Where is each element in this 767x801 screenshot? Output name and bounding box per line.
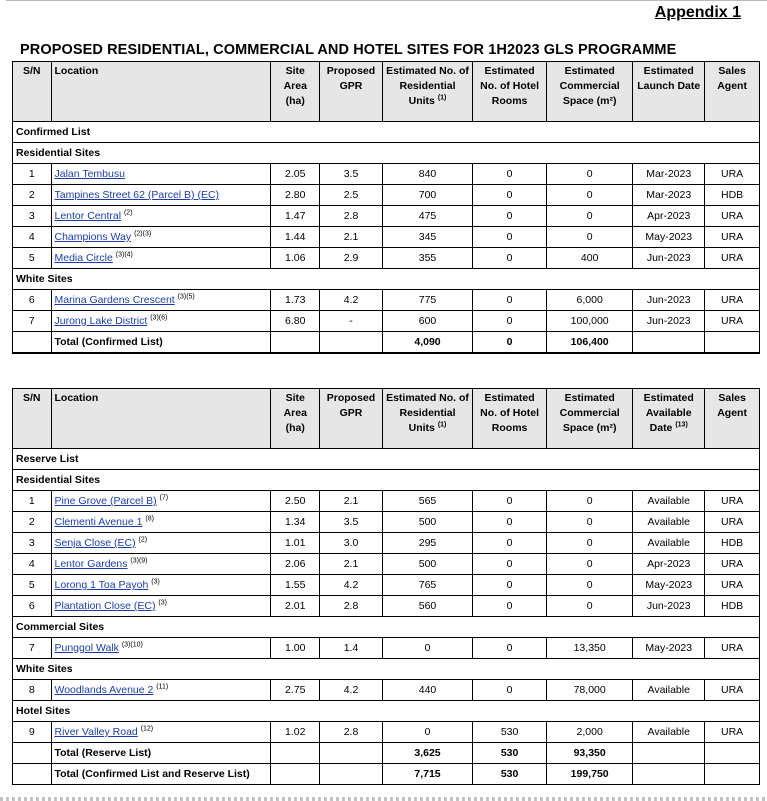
site-row xyxy=(13,638,760,659)
hotel-rooms-cell: 0 xyxy=(473,491,547,512)
site-row xyxy=(13,185,760,206)
location-cell xyxy=(51,638,271,659)
gpr-cell: 2.8 xyxy=(320,722,383,743)
hotel-rooms-cell: 0 xyxy=(473,185,547,206)
res-units-cell: 565 xyxy=(382,491,472,512)
section-row xyxy=(13,122,760,143)
location-cell xyxy=(51,491,271,512)
empty-cell xyxy=(633,764,705,785)
site-area-cell: 6.80 xyxy=(271,311,320,332)
res-units-cell: 700 xyxy=(382,185,472,206)
site-location-link[interactable]: Marina Gardens Crescent xyxy=(54,294,175,306)
site-row xyxy=(13,596,760,617)
empty-cell xyxy=(633,332,705,354)
gpr-cell: 4.2 xyxy=(320,575,383,596)
section-row xyxy=(13,617,760,638)
gpr-cell: 2.1 xyxy=(320,227,383,248)
footnote-ref: (3)(5) xyxy=(177,293,195,301)
date-cell: Mar-2023 xyxy=(633,185,705,206)
footnote-ref: (2)(3) xyxy=(134,230,152,238)
site-area-cell: 1.34 xyxy=(271,512,320,533)
section-row xyxy=(13,701,760,722)
site-location-link[interactable]: Pine Grove (Parcel B) xyxy=(54,495,157,507)
agent-cell: URA xyxy=(705,491,760,512)
date-cell: Jun-2023 xyxy=(633,248,705,269)
total-units: 4,090 xyxy=(382,332,472,354)
date-cell: Available xyxy=(633,491,705,512)
site-area-cell: 1.44 xyxy=(271,227,320,248)
site-area-cell: 1.06 xyxy=(271,248,320,269)
total-row xyxy=(13,764,760,785)
date-cell: Apr-2023 xyxy=(633,206,705,227)
gpr-cell: 4.2 xyxy=(320,290,383,311)
res-units-cell: 0 xyxy=(382,638,472,659)
site-row xyxy=(13,248,760,269)
footnote-ref: (12) xyxy=(140,725,154,733)
total-space: 199,750 xyxy=(547,764,633,785)
table-header-row xyxy=(13,389,760,449)
section-label: White Sites xyxy=(13,659,760,680)
site-location-link[interactable]: Tampines Street 62 (Parcel B) (EC) xyxy=(54,189,220,201)
site-row xyxy=(13,533,760,554)
location-cell xyxy=(51,680,271,701)
header-sales-agent: Sales Agent xyxy=(705,389,760,449)
total-rooms: 0 xyxy=(473,332,547,354)
comm-space-cell: 0 xyxy=(547,554,633,575)
header-available-note: (13) xyxy=(675,421,688,429)
site-row xyxy=(13,722,760,743)
agent-cell: HDB xyxy=(705,596,760,617)
empty-cell xyxy=(705,743,760,764)
agent-cell: URA xyxy=(705,722,760,743)
section-label: Reserve List xyxy=(13,449,760,470)
header-sn: S/N xyxy=(13,62,52,122)
comm-space-cell: 0 xyxy=(547,491,633,512)
sn-cell: 5 xyxy=(13,575,52,596)
empty-cell xyxy=(271,332,320,354)
comm-space-cell: 78,000 xyxy=(547,680,633,701)
comm-space-cell: 400 xyxy=(547,248,633,269)
hotel-rooms-cell: 0 xyxy=(473,533,547,554)
res-units-cell: 840 xyxy=(382,164,472,185)
section-label: Residential Sites xyxy=(13,143,760,164)
comm-space-cell: 0 xyxy=(547,164,633,185)
sn-cell: 4 xyxy=(13,554,52,575)
top-rule xyxy=(6,0,767,1)
header-res-units-text: Estimated No. of Residential Units xyxy=(386,65,469,107)
sn-cell: 1 xyxy=(13,164,52,185)
site-location-link[interactable]: Jalan Tembusu xyxy=(54,168,125,180)
agent-cell: URA xyxy=(705,575,760,596)
section-label: Residential Sites xyxy=(13,470,760,491)
total-space: 93,350 xyxy=(547,743,633,764)
date-cell: May-2023 xyxy=(633,638,705,659)
date-cell: May-2023 xyxy=(633,227,705,248)
location-cell xyxy=(51,164,271,185)
date-cell: Available xyxy=(633,512,705,533)
sn-cell: 7 xyxy=(13,311,52,332)
site-location-link[interactable]: Media Circle xyxy=(54,252,113,264)
header-location: Location xyxy=(51,389,271,449)
gpr-cell: 3.5 xyxy=(320,512,383,533)
site-location-link[interactable]: Clementi Avenue 1 xyxy=(54,516,143,528)
location-cell xyxy=(51,248,271,269)
gpr-cell: 4.2 xyxy=(320,680,383,701)
empty-cell xyxy=(705,764,760,785)
header-launch-date: Estimated Launch Date xyxy=(633,62,705,122)
header-hotel-rooms: Estimated No. of Hotel Rooms xyxy=(473,62,547,122)
comm-space-cell: 0 xyxy=(547,575,633,596)
site-row xyxy=(13,164,760,185)
hotel-rooms-cell: 0 xyxy=(473,290,547,311)
sn-cell: 3 xyxy=(13,533,52,554)
sn-cell: 5 xyxy=(13,248,52,269)
site-area-cell: 2.80 xyxy=(271,185,320,206)
gpr-cell: 3.5 xyxy=(320,164,383,185)
agent-cell: URA xyxy=(705,554,760,575)
section-row xyxy=(13,470,760,491)
total-row xyxy=(13,332,760,354)
total-label: Total (Reserve List) xyxy=(51,743,271,764)
footnote-ref: (3)(4) xyxy=(115,251,133,259)
empty-cell xyxy=(271,764,320,785)
gpr-cell: 2.5 xyxy=(320,185,383,206)
res-units-cell: 500 xyxy=(382,512,472,533)
comm-space-cell: 0 xyxy=(547,185,633,206)
date-cell: Available xyxy=(633,533,705,554)
site-location-link[interactable]: River Valley Road xyxy=(54,726,138,738)
hotel-rooms-cell: 0 xyxy=(473,596,547,617)
hotel-rooms-cell: 530 xyxy=(473,722,547,743)
site-location-link[interactable]: Punggol Walk xyxy=(54,642,119,654)
header-res-units-text: Estimated No. of Residential Units xyxy=(386,392,469,434)
header-available-text: Estimated Available Date xyxy=(643,392,694,434)
section-row xyxy=(13,143,760,164)
site-area-cell: 2.75 xyxy=(271,680,320,701)
res-units-cell: 775 xyxy=(382,290,472,311)
gpr-cell: 2.1 xyxy=(320,491,383,512)
site-area-cell: 2.06 xyxy=(271,554,320,575)
hotel-rooms-cell: 0 xyxy=(473,638,547,659)
hotel-rooms-cell: 0 xyxy=(473,512,547,533)
header-res-units-note: (1) xyxy=(437,421,447,429)
agent-cell: URA xyxy=(705,206,760,227)
res-units-cell: 500 xyxy=(382,554,472,575)
header-res-units xyxy=(382,62,472,122)
site-row xyxy=(13,575,760,596)
footnote-ref: (3) xyxy=(151,578,160,586)
site-area-cell: 1.73 xyxy=(271,290,320,311)
total-space: 106,400 xyxy=(547,332,633,354)
site-area-cell: 1.55 xyxy=(271,575,320,596)
section-label: Commercial Sites xyxy=(13,617,760,638)
site-row xyxy=(13,491,760,512)
hotel-rooms-cell: 0 xyxy=(473,680,547,701)
gpr-cell: - xyxy=(320,311,383,332)
gpr-cell: 1.4 xyxy=(320,638,383,659)
cut-off-footnote-text xyxy=(0,797,767,801)
sn-cell: 8 xyxy=(13,680,52,701)
date-cell: Mar-2023 xyxy=(633,164,705,185)
agent-cell: URA xyxy=(705,512,760,533)
location-cell xyxy=(51,206,271,227)
site-area-cell: 1.02 xyxy=(271,722,320,743)
footnote-ref: (7) xyxy=(159,494,169,502)
total-rooms: 530 xyxy=(473,743,547,764)
empty-cell xyxy=(13,743,52,764)
hotel-rooms-cell: 0 xyxy=(473,554,547,575)
sn-cell: 6 xyxy=(13,290,52,311)
sn-cell: 1 xyxy=(13,491,52,512)
header-res-units xyxy=(382,389,472,449)
empty-cell xyxy=(320,743,383,764)
header-site-area: Site Area (ha) xyxy=(271,62,320,122)
header-gpr: Proposed GPR xyxy=(320,62,383,122)
comm-space-cell: 100,000 xyxy=(547,311,633,332)
footnote-ref: (3)(10) xyxy=(121,641,143,649)
res-units-cell: 560 xyxy=(382,596,472,617)
footnote-ref: (3) xyxy=(158,599,167,607)
hotel-rooms-cell: 0 xyxy=(473,227,547,248)
sn-cell: 7 xyxy=(13,638,52,659)
header-res-units-note: (1) xyxy=(437,94,447,102)
empty-cell xyxy=(633,743,705,764)
comm-space-cell: 0 xyxy=(547,227,633,248)
footnote-ref: (2) xyxy=(123,209,133,217)
res-units-cell: 0 xyxy=(382,722,472,743)
total-units: 7,715 xyxy=(382,764,472,785)
res-units-cell: 345 xyxy=(382,227,472,248)
site-location-link[interactable]: Senja Close (EC) xyxy=(54,537,136,549)
section-label: White Sites xyxy=(13,269,760,290)
footnote-ref: (8) xyxy=(145,515,154,523)
empty-cell xyxy=(13,332,52,354)
site-row xyxy=(13,680,760,701)
location-cell xyxy=(51,554,271,575)
header-available-date xyxy=(633,389,705,449)
site-location-link[interactable]: Lentor Gardens xyxy=(54,558,128,570)
site-area-cell: 2.05 xyxy=(271,164,320,185)
reserve-list-table xyxy=(12,388,760,785)
gpr-cell: 2.1 xyxy=(320,554,383,575)
hotel-rooms-cell: 0 xyxy=(473,164,547,185)
total-row xyxy=(13,743,760,764)
sn-cell: 9 xyxy=(13,722,52,743)
confirmed-list-table xyxy=(12,61,760,354)
appendix-label: Appendix 1 xyxy=(654,4,741,21)
empty-cell xyxy=(705,332,760,354)
section-label: Hotel Sites xyxy=(13,701,760,722)
comm-space-cell: 6,000 xyxy=(547,290,633,311)
sn-cell: 2 xyxy=(13,512,52,533)
location-cell xyxy=(51,185,271,206)
gpr-cell: 2.8 xyxy=(320,596,383,617)
empty-cell xyxy=(13,764,52,785)
res-units-cell: 765 xyxy=(382,575,472,596)
res-units-cell: 600 xyxy=(382,311,472,332)
footnote-ref: (11) xyxy=(156,683,169,691)
comm-space-cell: 13,350 xyxy=(547,638,633,659)
date-cell: Jun-2023 xyxy=(633,596,705,617)
site-location-link[interactable]: Jurong Lake District xyxy=(54,315,148,327)
site-area-cell: 2.50 xyxy=(271,491,320,512)
footnote-ref: (2) xyxy=(138,536,148,544)
section-row xyxy=(13,449,760,470)
location-cell xyxy=(51,596,271,617)
date-cell: Available xyxy=(633,680,705,701)
res-units-cell: 295 xyxy=(382,533,472,554)
agent-cell: URA xyxy=(705,290,760,311)
location-cell xyxy=(51,722,271,743)
header-location: Location xyxy=(51,62,271,122)
gpr-cell: 2.9 xyxy=(320,248,383,269)
header-hotel-rooms: Estimated No. of Hotel Rooms xyxy=(473,389,547,449)
site-location-link[interactable]: Lentor Central xyxy=(54,210,122,222)
hotel-rooms-cell: 0 xyxy=(473,248,547,269)
header-sales-agent: Sales Agent xyxy=(705,62,760,122)
sn-cell: 6 xyxy=(13,596,52,617)
agent-cell: HDB xyxy=(705,185,760,206)
agent-cell: URA xyxy=(705,248,760,269)
footnote-ref: (3)(6) xyxy=(150,314,168,322)
res-units-cell: 355 xyxy=(382,248,472,269)
total-label: Total (Confirmed List and Reserve List) xyxy=(51,764,271,785)
location-cell xyxy=(51,311,271,332)
site-row xyxy=(13,227,760,248)
section-row xyxy=(13,659,760,680)
agent-cell: HDB xyxy=(705,533,760,554)
res-units-cell: 475 xyxy=(382,206,472,227)
hotel-rooms-cell: 0 xyxy=(473,206,547,227)
date-cell: Apr-2023 xyxy=(633,554,705,575)
site-area-cell: 2.01 xyxy=(271,596,320,617)
hotel-rooms-cell: 0 xyxy=(473,311,547,332)
date-cell: Jun-2023 xyxy=(633,290,705,311)
site-location-link[interactable]: Woodlands Avenue 2 xyxy=(54,684,154,696)
agent-cell: URA xyxy=(705,311,760,332)
comm-space-cell: 0 xyxy=(547,533,633,554)
site-row xyxy=(13,554,760,575)
empty-cell xyxy=(320,332,383,354)
total-rooms: 530 xyxy=(473,764,547,785)
site-location-link[interactable]: Lorong 1 Toa Payoh xyxy=(54,579,149,591)
document-title: PROPOSED RESIDENTIAL, COMMERCIAL AND HOTEL SITES FOR 1H2023 GLS PROGRAMME xyxy=(20,42,677,58)
site-location-link[interactable]: Champions Way xyxy=(54,231,132,243)
location-cell xyxy=(51,533,271,554)
date-cell: Available xyxy=(633,722,705,743)
total-label: Total (Confirmed List) xyxy=(51,332,271,354)
location-cell xyxy=(51,575,271,596)
site-row xyxy=(13,311,760,332)
site-area-cell: 1.00 xyxy=(271,638,320,659)
table-header-row xyxy=(13,62,760,122)
res-units-cell: 440 xyxy=(382,680,472,701)
comm-space-cell: 0 xyxy=(547,206,633,227)
location-cell xyxy=(51,290,271,311)
sn-cell: 4 xyxy=(13,227,52,248)
site-row xyxy=(13,512,760,533)
empty-cell xyxy=(271,743,320,764)
agent-cell: URA xyxy=(705,164,760,185)
comm-space-cell: 2,000 xyxy=(547,722,633,743)
agent-cell: URA xyxy=(705,638,760,659)
location-cell xyxy=(51,512,271,533)
site-location-link[interactable]: Plantation Close (EC) xyxy=(54,600,156,612)
footnote-ref: (3)(9) xyxy=(130,557,148,565)
location-cell xyxy=(51,227,271,248)
header-comm-space: Estimated Commercial Space (m²) xyxy=(547,389,633,449)
section-row xyxy=(13,269,760,290)
section-label: Confirmed List xyxy=(13,122,760,143)
comm-space-cell: 0 xyxy=(547,596,633,617)
gpr-cell: 3.0 xyxy=(320,533,383,554)
gpr-cell: 2.8 xyxy=(320,206,383,227)
empty-cell xyxy=(320,764,383,785)
header-site-area: Site Area (ha) xyxy=(271,389,320,449)
header-comm-space: Estimated Commercial Space (m²) xyxy=(547,62,633,122)
total-units: 3,625 xyxy=(382,743,472,764)
hotel-rooms-cell: 0 xyxy=(473,575,547,596)
site-area-cell: 1.01 xyxy=(271,533,320,554)
sn-cell: 3 xyxy=(13,206,52,227)
date-cell: Jun-2023 xyxy=(633,311,705,332)
site-area-cell: 1.47 xyxy=(271,206,320,227)
comm-space-cell: 0 xyxy=(547,512,633,533)
site-row xyxy=(13,290,760,311)
header-gpr: Proposed GPR xyxy=(320,389,383,449)
header-sn: S/N xyxy=(13,389,52,449)
agent-cell: URA xyxy=(705,227,760,248)
date-cell: May-2023 xyxy=(633,575,705,596)
sn-cell: 2 xyxy=(13,185,52,206)
site-row xyxy=(13,206,760,227)
agent-cell: URA xyxy=(705,680,760,701)
